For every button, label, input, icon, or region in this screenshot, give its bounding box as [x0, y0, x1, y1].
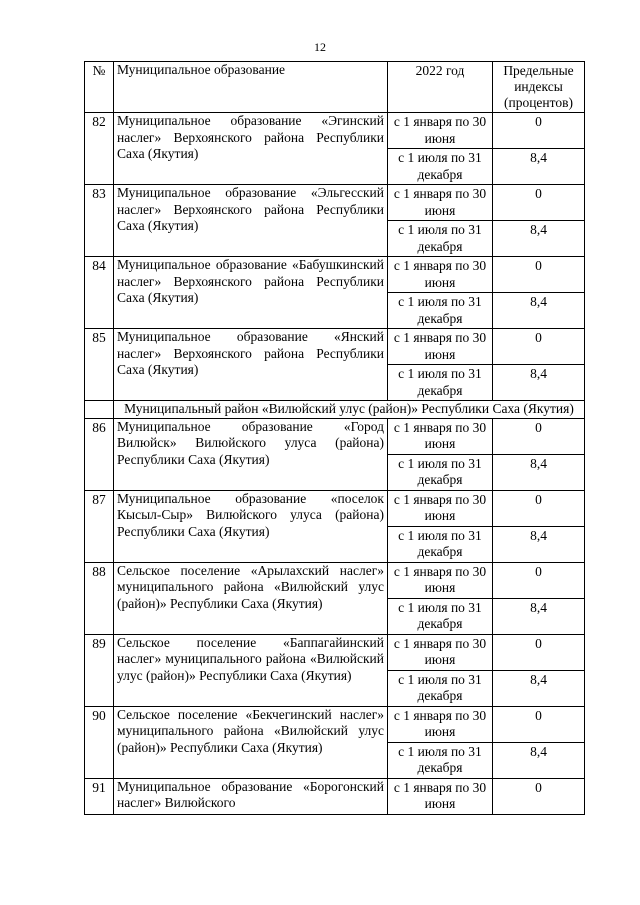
- municipality-name: Сельское поселение «Арылахский наслег» муниципального района «Вилюйский улус (район)» Республики Саха (Якутия): [114, 562, 388, 634]
- index-value-cell: 0: [493, 778, 585, 814]
- page-number: 12: [314, 40, 326, 54]
- table-body: [85, 113, 585, 815]
- period-cell: с 1 июля по 31 декабря: [388, 365, 493, 401]
- index-value-cell: 0: [493, 562, 585, 598]
- table-row: [85, 706, 585, 742]
- period-cell: с 1 января по 30 июня: [388, 562, 493, 598]
- municipality-name: Муниципальное образование «Город Вилюйск» Вилюйского улуса (района) Республики Саха (Якутия): [114, 418, 388, 490]
- period-cell: с 1 июля по 31 декабря: [388, 454, 493, 490]
- municipality-name: Сельское поселение «Бекчегинский наслег» муниципального района «Вилюйский улус (район)» Республики Саха (Якутия): [114, 706, 388, 778]
- index-value-cell: 8,4: [493, 742, 585, 778]
- period-cell: с 1 июля по 31 декабря: [388, 293, 493, 329]
- row-number: 90: [85, 706, 114, 778]
- row-number: 83: [85, 185, 114, 257]
- period-cell: с 1 января по 30 июня: [388, 185, 493, 221]
- index-value-cell: 8,4: [493, 293, 585, 329]
- index-value-cell: 0: [493, 706, 585, 742]
- municipality-name: Муниципальное образование «поселок Кысыл-Сыр» Вилюйского улуса (района) Республики Саха (Якутия): [114, 490, 388, 562]
- period-cell: с 1 июля по 31 декабря: [388, 742, 493, 778]
- header-name: Муниципальное образование: [114, 62, 388, 113]
- municipality-name: Муниципальное образование «Эльгесский наслег» Верхоянского района Республики Саха (Якутия): [114, 185, 388, 257]
- header-year: 2022 год: [388, 62, 493, 113]
- period-cell: с 1 июля по 31 декабря: [388, 221, 493, 257]
- period-cell: с 1 июля по 31 декабря: [388, 598, 493, 634]
- index-value-cell: 8,4: [493, 221, 585, 257]
- period-cell: с 1 января по 30 июня: [388, 778, 493, 814]
- index-value-cell: 8,4: [493, 598, 585, 634]
- row-number: 84: [85, 257, 114, 329]
- index-value-cell: 8,4: [493, 670, 585, 706]
- period-cell: с 1 января по 30 июня: [388, 257, 493, 293]
- table-row: [85, 490, 585, 526]
- row-number: 89: [85, 634, 114, 706]
- indices-table: [84, 61, 585, 815]
- index-value-cell: 0: [493, 418, 585, 454]
- table-row: [85, 113, 585, 149]
- section-num-cell: [85, 401, 114, 419]
- table-header-row: [85, 62, 585, 113]
- index-value-cell: 0: [493, 329, 585, 365]
- index-value-cell: 8,4: [493, 526, 585, 562]
- index-value-cell: 8,4: [493, 454, 585, 490]
- index-value-cell: 0: [493, 113, 585, 149]
- municipality-name: Муниципальное образование «Янский наслег» Верхоянского района Республики Саха (Якутия): [114, 329, 388, 401]
- table-row: [85, 329, 585, 365]
- period-cell: с 1 июля по 31 декабря: [388, 149, 493, 185]
- row-number: 87: [85, 490, 114, 562]
- municipality-name: Муниципальное образование «Бабушкинский наслег» Верхоянского района Республики Саха (Якутия): [114, 257, 388, 329]
- section-row: [85, 401, 585, 419]
- municipality-name: Сельское поселение «Баппагайинский наслег» муниципального района «Вилюйский улус (район)» Республики Саха (Якутия): [114, 634, 388, 706]
- row-number: 86: [85, 418, 114, 490]
- index-value-cell: 8,4: [493, 149, 585, 185]
- table-row: [85, 778, 585, 814]
- period-cell: с 1 января по 30 июня: [388, 418, 493, 454]
- period-cell: с 1 января по 30 июня: [388, 329, 493, 365]
- municipality-name: Муниципальное образование «Борогонский наслег» Вилюйского: [114, 778, 388, 814]
- row-number: 88: [85, 562, 114, 634]
- index-value-cell: 0: [493, 490, 585, 526]
- header-index: Предельные индексы (процентов): [493, 62, 585, 113]
- index-value-cell: 0: [493, 634, 585, 670]
- table-row: [85, 257, 585, 293]
- index-value-cell: 0: [493, 257, 585, 293]
- header-num: №: [85, 62, 114, 113]
- table-row: [85, 418, 585, 454]
- period-cell: с 1 января по 30 июня: [388, 113, 493, 149]
- row-number: 82: [85, 113, 114, 185]
- municipality-name: Муниципальное образование «Эгинский наслег» Верхоянского района Республики Саха (Якутия): [114, 113, 388, 185]
- index-value-cell: 0: [493, 185, 585, 221]
- period-cell: с 1 июля по 31 декабря: [388, 670, 493, 706]
- period-cell: с 1 июля по 31 декабря: [388, 526, 493, 562]
- row-number: 91: [85, 778, 114, 814]
- table-row: [85, 185, 585, 221]
- table-row: [85, 634, 585, 670]
- row-number: 85: [85, 329, 114, 401]
- period-cell: с 1 января по 30 июня: [388, 490, 493, 526]
- table-row: [85, 562, 585, 598]
- index-value-cell: 8,4: [493, 365, 585, 401]
- period-cell: с 1 января по 30 июня: [388, 634, 493, 670]
- period-cell: с 1 января по 30 июня: [388, 706, 493, 742]
- section-title: Муниципальный район «Вилюйский улус (район)» Республики Саха (Якутия): [114, 401, 585, 419]
